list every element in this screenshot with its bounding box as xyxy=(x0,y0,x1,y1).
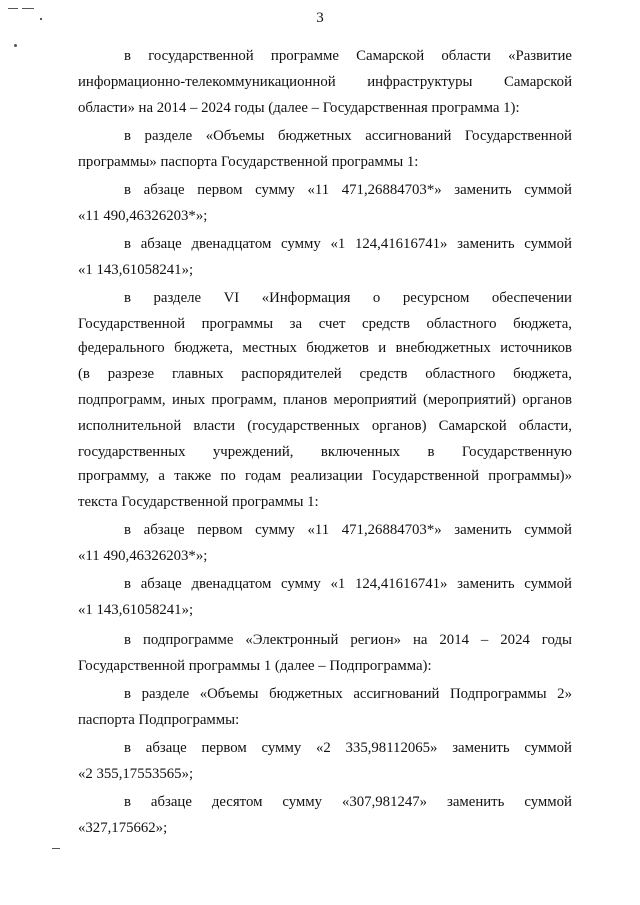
text-line: «1 143,61058241»; xyxy=(78,262,194,278)
text-line: в абзаце первом сумму «2 335,98112065» заменить суммой xyxy=(124,740,572,756)
text-line: Государственной программы 1 (далее – Подпрограмма): xyxy=(78,658,432,674)
text-line: области» на 2014 – 2024 годы (далее – Государственная программа 1): xyxy=(78,100,520,116)
scan-mark xyxy=(52,848,60,849)
text-line: «1 143,61058241»; xyxy=(78,602,194,618)
text-line: в разделе VI «Информация о ресурсном обеспечении xyxy=(124,290,572,306)
text-line: текста Государственной программы 1: xyxy=(78,494,319,510)
text-line: исполнительной власти (государственных органов) Самарской области, xyxy=(78,418,572,434)
text-line: в абзаце двенадцатом сумму «1 124,41616741» заменить суммой xyxy=(124,236,572,252)
text-line: государственных учреждений, включенных в Государственную xyxy=(78,444,572,460)
text-line: в разделе «Объемы бюджетных ассигнований Государственной xyxy=(124,128,572,144)
text-line: «327,175662»; xyxy=(78,820,168,836)
text-line: «11 490,46326203*»; xyxy=(78,548,208,564)
page-number: 3 xyxy=(316,10,324,26)
text-line: в подпрограмме «Электронный регион» на 2014 – 2024 годы xyxy=(124,632,572,648)
text-line: Государственной программы за счет средств областного бюджета, xyxy=(78,316,572,332)
text-line: в абзаце первом сумму «11 471,26884703*» заменить суммой xyxy=(124,182,572,198)
text-line: подпрограмм, иных программ, планов мероприятий (мероприятий) органов xyxy=(78,392,572,408)
text-line: в абзаце двенадцатом сумму «1 124,41616741» заменить суммой xyxy=(124,576,572,592)
text-line: (в разрезе главных распорядителей средств областного бюджета, xyxy=(78,366,572,382)
text-line: паспорта Подпрограммы: xyxy=(78,712,240,728)
text-line: в абзаце первом сумму «11 471,26884703*» заменить суммой xyxy=(124,522,572,538)
text-line: «2 355,17553565»; xyxy=(78,766,194,782)
text-line: «11 490,46326203*»; xyxy=(78,208,208,224)
text-line: программы» паспорта Государственной программы 1: xyxy=(78,154,419,170)
text-line: федерального бюджета, местных бюджетов и внебюджетных источников xyxy=(78,340,572,356)
scan-mark xyxy=(8,8,18,9)
scan-mark xyxy=(22,8,34,9)
text-line: программу, а также по годам реализации Государственной программы)» xyxy=(78,468,572,484)
text-line: информационно-телекоммуникационной инфраструктуры Самарской xyxy=(78,74,572,90)
text-line: в разделе «Объемы бюджетных ассигнований Подпрограммы 2» xyxy=(124,686,572,702)
text-line: в государственной программе Самарской области «Развитие xyxy=(124,48,572,64)
scan-mark xyxy=(14,44,17,47)
text-line: в абзаце десятом сумму «307,981247» заменить суммой xyxy=(124,794,572,810)
